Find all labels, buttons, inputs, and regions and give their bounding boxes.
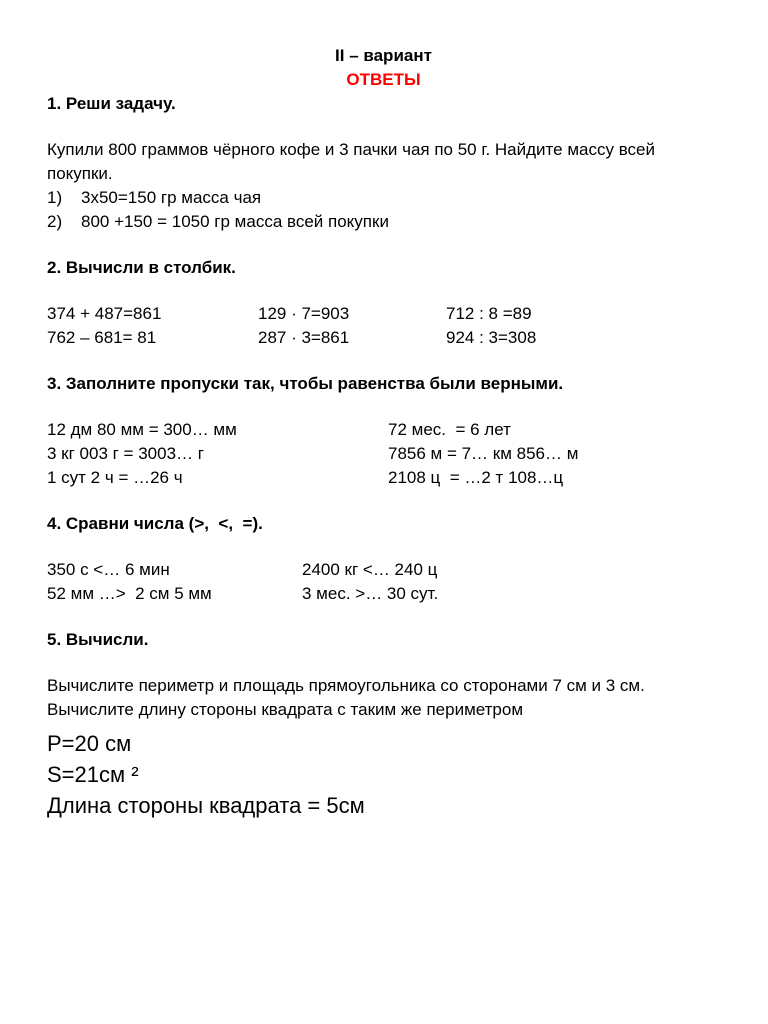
equation-addition: 374 + 487=861	[47, 304, 162, 323]
task2-row-2	[47, 326, 720, 350]
equation-multiplication: 287 · 3=861	[258, 328, 350, 347]
task4-heading: 4. Сравни числа (>, <, =).	[47, 514, 263, 533]
conversion-equation: 12 дм 80 мм = 300… мм	[47, 420, 237, 439]
comparison-expression: 350 с <… 6 мин	[47, 560, 170, 579]
comparison-expression: 2400 кг <… 240 ц	[302, 560, 438, 579]
conversion-equation: 1 сут 2 ч = …26 ч	[47, 468, 183, 487]
equation-division: 924 : 3=308	[446, 328, 537, 347]
task5-answer-perimeter: Р=20 см	[47, 731, 132, 756]
task3-row-1	[47, 418, 720, 442]
task1-heading: 1. Реши задачу.	[47, 94, 176, 113]
task4-row-1	[47, 558, 720, 582]
comparison-expression: 3 мес. >… 30 сут.	[302, 584, 439, 603]
conversion-equation: 2108 ц = …2 т 108…ц	[388, 468, 564, 487]
task5-answer-square-side: Длина стороны квадрата = 5см	[47, 793, 365, 818]
conversion-equation: 3 кг 003 г = 3003… г	[47, 444, 204, 463]
conversion-equation: 7856 м = 7… км 856… м	[388, 444, 579, 463]
task3-heading: 3. Заполните пропуски так, чтобы равенства были верными.	[47, 374, 564, 393]
task4-row-2	[47, 582, 720, 606]
conversion-equation: 72 мес. = 6 лет	[388, 420, 511, 439]
comparison-expression: 52 мм …> 2 см 5 мм	[47, 584, 212, 603]
equation-division: 712 : 8 =89	[446, 304, 532, 323]
task1-problem-text: Купили 800 граммов чёрного кофе и 3 пачки чая по 50 г. Найдите массу всей покупки.	[47, 140, 660, 183]
task2-row-1	[47, 302, 720, 326]
variant-title: II – вариант	[335, 46, 432, 65]
equation-multiplication: 129 · 7=903	[258, 304, 350, 323]
task5-heading: 5. Вычисли.	[47, 630, 149, 649]
answers-heading: ОТВЕТЫ	[346, 70, 421, 89]
task3-row-3	[47, 466, 720, 490]
task5-answer-area: S=21см ²	[47, 762, 139, 787]
equation-subtraction: 762 – 681= 81	[47, 328, 157, 347]
task3-row-2	[47, 442, 720, 466]
task1-solution-step-1: 1) 3х50=150 гр масса чая	[47, 188, 262, 207]
task5-problem-text: Вычислите периметр и площадь прямоугольника со сторонами 7 см и 3 см. Вычислите длину стороны квадрата с таким же периметром	[47, 676, 650, 719]
task1-solution-step-2: 2) 800 +150 = 1050 гр масса всей покупки	[47, 212, 389, 231]
task2-heading: 2. Вычисли в столбик.	[47, 258, 236, 277]
